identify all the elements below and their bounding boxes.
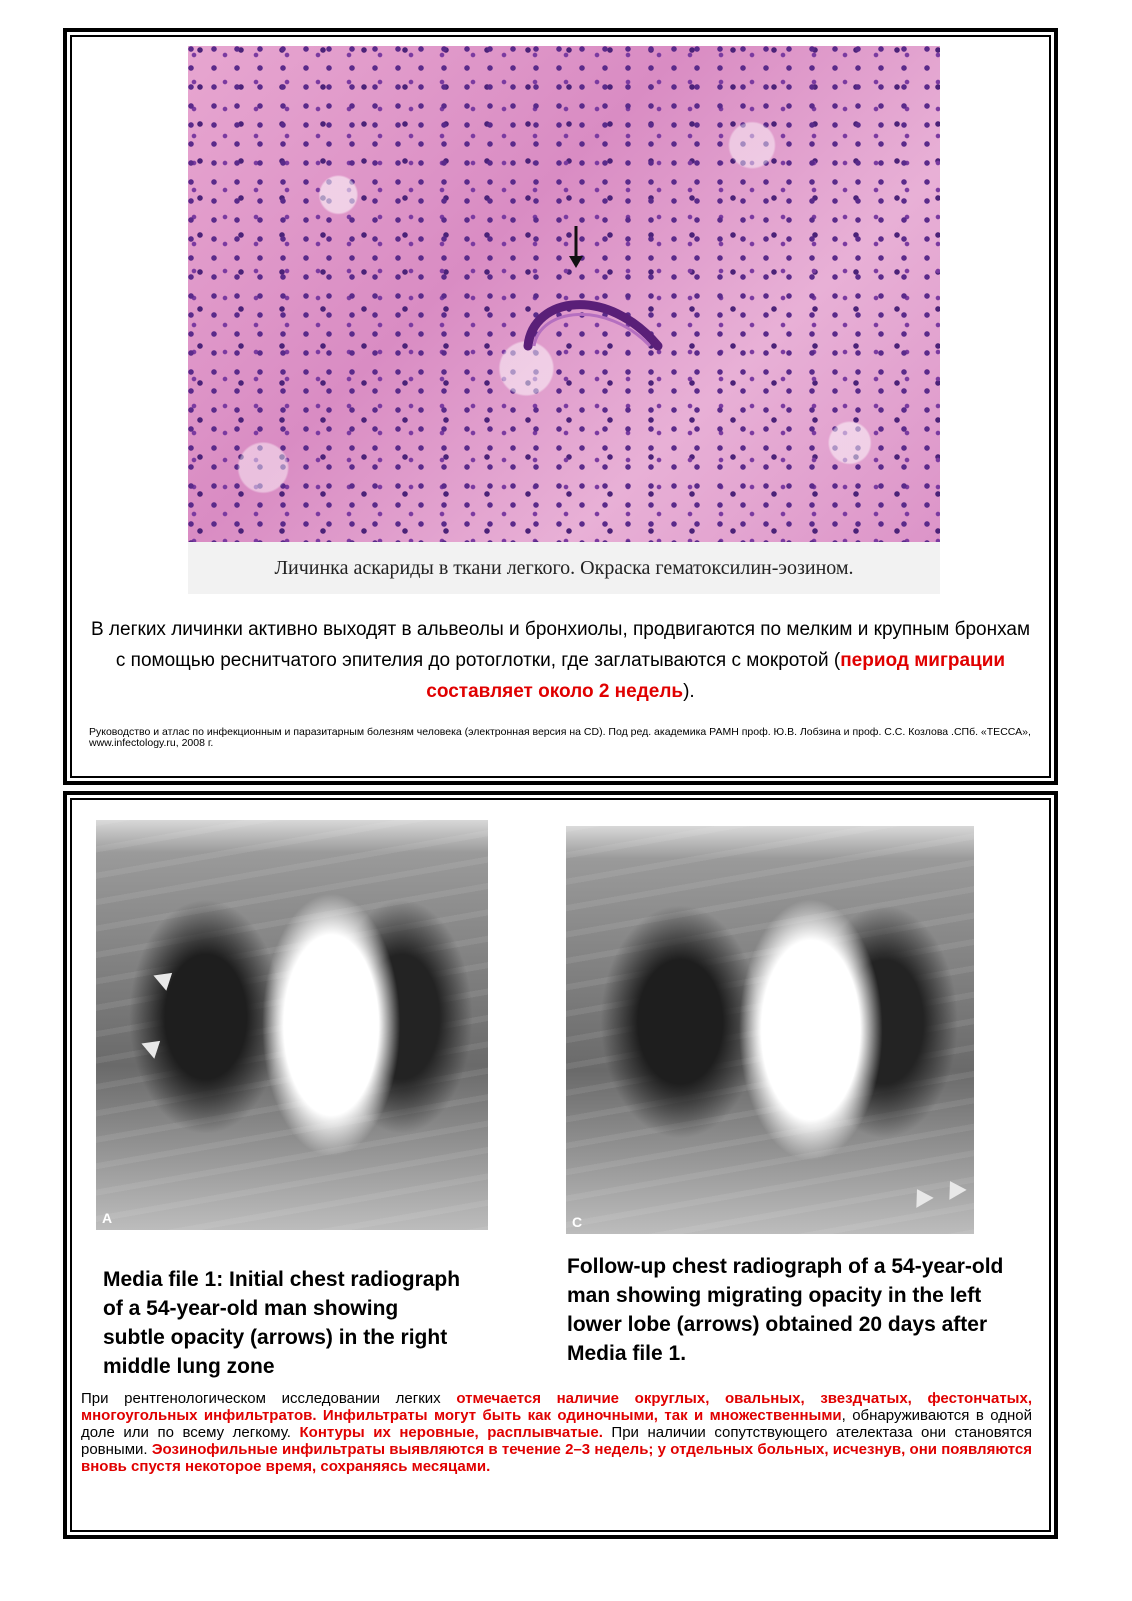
arrow-marker (153, 965, 178, 991)
larva-drawing (188, 46, 940, 542)
source-reference: Руководство и атлас по инфекционным и паразитарным болезням человека (электронная версия на CD). Под ред. академика РАМН проф. Ю.В. Лобзина и проф. С.С. Козлова .СПб. «ТЕССА», www.infectology.ru, 2008 г. (89, 726, 1031, 749)
bottom-panel (63, 791, 1058, 1539)
caption-a: Media file 1: Initial chest radiograph of a 54-year-old man showing subtle opacity (arrows) in the right middle lung zone (103, 1268, 461, 1378)
histology-caption: Личинка аскариды в ткани легкого. Окраска гематоксилин-эозином. (188, 542, 940, 594)
arrow-marker (141, 1033, 166, 1059)
xray-letter-a: A (102, 1210, 113, 1226)
xray-image-a (96, 820, 488, 1230)
radiology-paragraph: При рентгенологическом исследовании легких отмечается наличие округлых, овальных, звездчатых, фестончатых, многоугольных инфильтратов. Инфильтраты могут быть как одиночными, так и множественными, обнаруживаются в одной доле или по всему легкому. Контуры их неровные, расплывчатые. При наличии сопутствующего ателектаза они становятся ровными. Эозинофильные инфильтраты выявляются в течение 2–3 недель; у отдельных больных, исчезнув, они появляются вновь спустя некоторое время, сохраняясь месяцами. (81, 1390, 1033, 1475)
migration-description: В легких личинки активно выходят в альвеолы и бронхиолы, продвигаются по мелким и крупным бронхам с помощью реснитчатого эпителия до ротоглотки, где заглатываются с мокротой (период миграции составляет около 2 недель). (90, 619, 1031, 702)
migration-period-highlight: период миграции составляет около 2 недель (426, 650, 1006, 702)
arrow-marker (941, 1176, 966, 1200)
histology-image (188, 46, 940, 542)
xray-letter-c: C (572, 1214, 583, 1230)
arrow-marker (908, 1184, 933, 1208)
top-panel (63, 28, 1058, 785)
xray-image-c (566, 826, 974, 1234)
caption-c: Follow-up chest radiograph of a 54-year-old man showing migrating opacity in the left lower lobe (arrows) obtained 20 days after Media file 1. (567, 1255, 1004, 1365)
